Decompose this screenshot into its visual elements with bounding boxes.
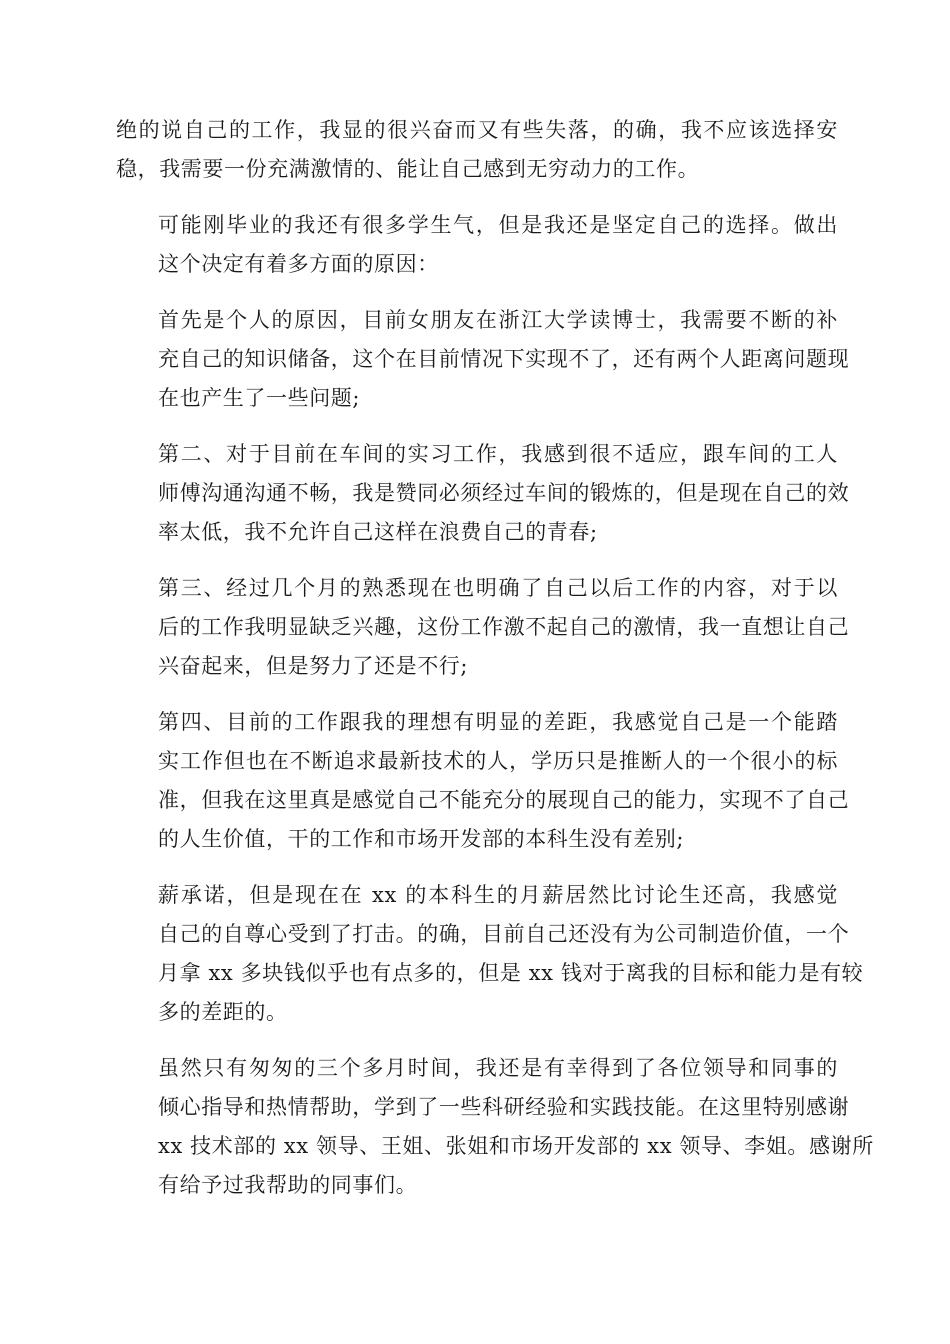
text-line: 的人生价值，干的工作和市场开发部的本科生没有差别; [158,827,685,851]
document-body [116,111,874,1222]
text-line: 首先是个人的原因，目前女朋友在浙江大学读博士，我需要不断的补 [158,308,838,332]
paragraph-1 [116,111,838,189]
paragraph-7 [116,876,864,1032]
text-line: 月拿 xx 多块钱似乎也有点多的，但是 xx 钱对于离我的目标和能力是有较 [158,961,864,985]
text-line: xx 技术部的 xx 领导、王姐、张姐和市场开发部的 xx 领导、李姐。感谢所 [158,1134,874,1158]
paragraph-5 [116,569,850,686]
text-line: 师傅沟通沟通不畅，我是赞同必须经过车间的锻炼的，但是现在自己的效 [158,481,850,505]
text-line: 充自己的知识储备，这个在目前情况下实现不了，还有两个人距离问题现 [158,347,850,371]
text-line: 薪承诺，但是现在在 xx 的本科生的月薪居然比讨论生还高，我感觉 [158,883,838,907]
text-line: 准，但我在这里真是感觉自己不能充分的展现自己的能力，实现不了自己 [158,788,850,812]
text-line: 可能刚毕业的我还有很多学生气，但是我还是坚定自己的选择。做出 [158,213,838,237]
text-line: 实工作但也在不断追求最新技术的人，学历只是推断人的一个很小的标 [158,749,838,773]
text-line: 率太低，我不允许自己这样在浪费自己的青春; [158,520,598,544]
text-line: 在也产生了一些问题; [158,386,361,410]
text-line: 第二、对于目前在车间的实习工作，我感到很不适应，跟车间的工人 [158,442,838,466]
paragraph-4 [116,435,850,552]
paragraph-6 [116,703,850,859]
paragraph-2 [116,206,838,284]
text-line: 后的工作我明显缺乏兴趣，这份工作激不起自己的激情，我一直想让自己 [158,615,850,639]
paragraph-8 [116,1049,874,1205]
paragraph-3 [116,301,850,418]
text-line: 绝的说自己的工作，我显的很兴奋而又有些失落，的确，我不应该选择安 [116,118,838,142]
text-line: 这个决定有着多方面的原因： [158,252,439,276]
text-line: 有给予过我帮助的同事们。 [158,1173,418,1197]
text-line: 第四、目前的工作跟我的理想有明显的差距，我感觉自己是一个能踏 [158,710,838,734]
text-line: 虽然只有匆匆的三个多月时间，我还是有幸得到了各位领导和同事的 [158,1056,838,1080]
text-line: 多的差距的。 [158,1000,288,1024]
text-line: 兴奋起来，但是努力了还是不行; [158,654,469,678]
text-line: 自己的自尊心受到了打击。的确，目前自己还没有为公司制造价值，一个 [158,922,850,946]
text-line: 稳，我需要一份充满激情的、能让自己感到无穷动力的工作。 [116,157,700,181]
text-line: 倾心指导和热情帮助，学到了一些科研经验和实践技能。在这里特别感谢 [158,1095,850,1119]
text-line: 第三、经过几个月的熟悉现在也明确了自己以后工作的内容，对于以 [158,576,838,600]
